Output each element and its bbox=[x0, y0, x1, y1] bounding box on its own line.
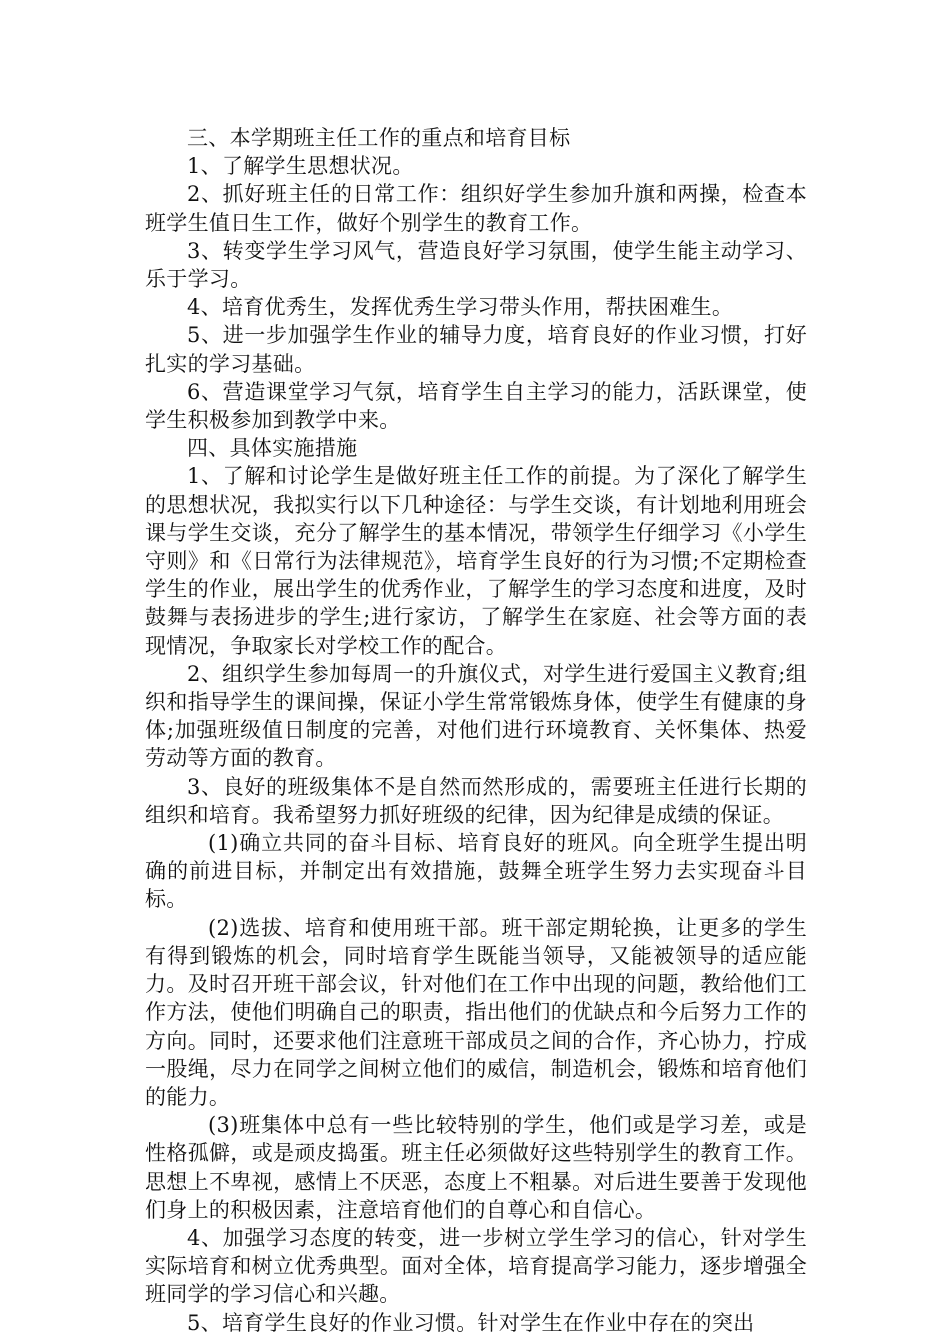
measure-item-5: 5、培育学生良好的作业习惯。针对学生在作业中存在的突出 bbox=[187, 1310, 755, 1335]
goal-item-5: 5、进一步加强学生作业的辅导力度，培育良好的作业习惯，打好扎实的学习基础。 bbox=[145, 323, 807, 376]
goal-item-1: 1、了解学生思想状况。 bbox=[187, 154, 414, 179]
section-heading-focus-goals: 三、本学期班主任工作的重点和培育目标 bbox=[187, 126, 571, 150]
goal-item-3: 3、转变学生学习风气，营造良好学习氛围，使学生能主动学习、乐于学习。 bbox=[145, 238, 807, 292]
section-heading-measures: 四、具体实施措施 bbox=[187, 436, 358, 461]
measure-subitem-1: (1)确立共同的奋斗目标、培育良好的班风。向全班学生提出明确的前进目标，并制定出有效措施，鼓舞全班学生努力去实现奋斗目标。 bbox=[145, 831, 807, 912]
measure-subitem-2: (2)选拔、培育和使用班干部。班干部定期轮换，让更多的学生有得到锻炼的机会，同时培育学生既能当领导，又能被领导的适应能力。及时召开班干部会议，针对他们在工作中出现的问题，教给他们工作方法，使他们明确自己的职责，指出他们的优缺点和今后努力工作的方向。同时，还要求他们注意班干部成员之间的合作，齐心协力，拧成一股绳，尽力在同学之间树立他们的威信，制造机会，锻炼和培育他们的能力。 bbox=[145, 915, 807, 1109]
measure-item-1: 1、了解和讨论学生是做好班主任工作的前提。为了深化了解学生的思想状况，我拟实行以下几种途径：与学生交谈，有计划地利用班会课与学生交谈，充分了解学生的基本情况，带领学生仔细学习《小学生守则》和《日常行为法律规范》，培育学生良好的行为习惯;不定期检查学生的作业，展出学生的优秀作业，了解学生的学习态度和进度，及时鼓舞与表扬进步的学生;进行家访，了解学生在家庭、社会等方面的表现情况，争取家长对学校工作的配合。 bbox=[145, 464, 807, 658]
goal-item-4: 4、培育优秀生，发挥优秀生学习带头作用，帮扶困难生。 bbox=[187, 295, 734, 320]
measure-item-2: 2、组织学生参加每周一的升旗仪式，对学生进行爱国主义教育;组织和指导学生的课间操，保证小学生常常锻炼身体，使学生有健康的身体;加强班级值日制度的完善，对他们进行环境教育、关怀集体、热爱劳动等方面的教育。 bbox=[145, 661, 807, 771]
measure-item-3: 3、良好的班级集体不是自然而然形成的，需要班主任进行长期的组织和培育。我希望努力抓好班级的纪律，因为纪律是成绩的保证。 bbox=[145, 774, 807, 827]
goal-item-6: 6、营造课堂学习气氛，培育学生自主学习的能力，活跃课堂，使学生积极参加到教学中来。 bbox=[145, 379, 807, 433]
measure-subitem-3: (3)班集体中总有一些比较特别的学生，他们或是学习差，或是性格孤僻，或是顽皮捣蛋。班主任必须做好这些特别学生的教育工作。思想上不卑视，感情上不厌恶，态度上不粗暴。对后进生要善于发现他们身上的积极因素，注意培育他们的自尊心和自信心。 bbox=[145, 1113, 807, 1222]
document-body bbox=[145, 124, 807, 1337]
goal-item-2: 2、抓好班主任的日常工作：组织好学生参加升旗和两操，检查本班学生值日生工作，做好个别学生的教育工作。 bbox=[145, 182, 807, 235]
measure-item-4: 4、加强学习态度的转变，进一步树立学生学习的信心，针对学生实际培育和树立优秀典型。面对全体，培育提高学习能力，逐步增强全班同学的学习信心和兴趣。 bbox=[145, 1225, 807, 1307]
